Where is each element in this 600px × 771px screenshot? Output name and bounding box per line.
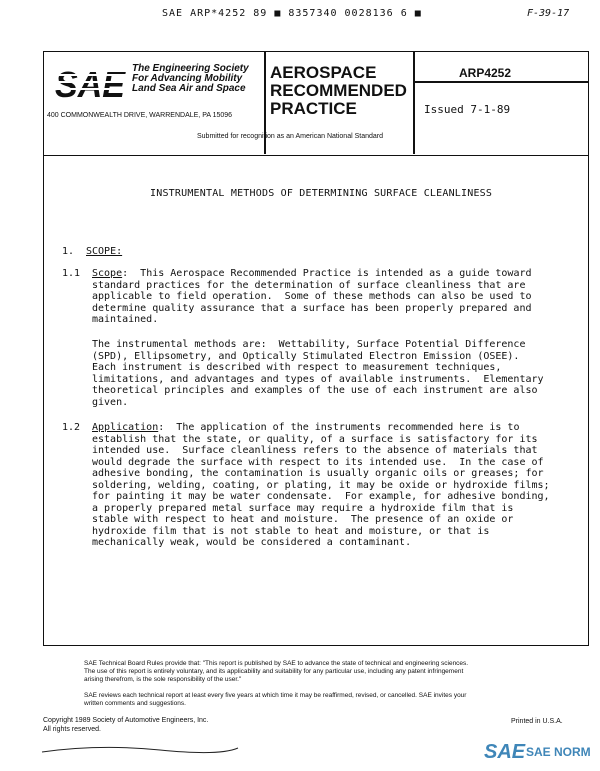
sae-tagline — [132, 64, 249, 94]
scope-paragraph: Scope: This Aerospace Recommended Practice is intended as a guide toward standard practices for the determination of surface cleanliness that are applicable to field operation. Some of these methods can also be used to determine quality assurance that a surface has been properly prepared and maintained. — [92, 268, 532, 325]
application-label: Application — [92, 422, 159, 433]
board-rules-note: SAE Technical Board Rules provide that: "This report is published by SAE to advance the state of technical and engineering sciences. The use of this report is entirely voluntary, and its applicability and suitability for any particular use, including any patent infringement arising therefrom, is the sole responsibility of the user." — [84, 660, 469, 683]
doc-type-line: PRACTICE — [270, 99, 357, 118]
printed-in: Printed in U.S.A. — [511, 718, 563, 725]
sae-address: 400 COMMONWEALTH DRIVE, WARRENDALE, PA 15096 — [47, 112, 233, 119]
scope-label: Scope — [92, 268, 123, 279]
doc-type-line: AEROSPACE — [270, 63, 377, 82]
header-divider — [413, 52, 415, 154]
review-note: SAE reviews each technical report at least every five years at which time it may be reaffirmed, revised, or cancelled. SAE invites your written comments and suggestions. — [84, 692, 467, 707]
application-paragraph: Application: The application of the instruments recommended here is to establish that the state, or quality, of a surface is satisfactory for its intended use. Surface cleanliness refers to the absence of materials that would degrade the surface with respect to its intended use. In the case of adhesive bonding, the contamination is usually organic oils or greases; for soldering, welding, coating, or plating, it may be oxide or hydroxide films; for painting it may be water condensate. For example, for adhesive bonding, a properly prepared metal surface may require a hydroxide film that is stable with respect to heat and moisture. The presence of an oxide or hydroxide film that is not stable to heat and moisture, or that is mechanically weak, would be considered a contaminant. — [92, 422, 550, 548]
tagline-line: For Advancing Mobility — [132, 73, 243, 84]
issue-date: Issued 7-1-89 — [424, 103, 511, 116]
sae-norm-watermark — [482, 738, 594, 768]
handwritten-note: F-39-17 — [527, 8, 570, 19]
methods-paragraph: The instrumental methods are: Wettability, Surface Potential Difference (SPD), Ellipsometry, and Optically Stimulated Electron Emission (OSEE). Each instrument is described with respect to measurement techniques, limitations, and advantages and types of available instruments. Elementary theoretical principles and examples of the use of each instrument are also given. — [92, 339, 544, 408]
doc-type-line: RECOMMENDED — [270, 81, 407, 100]
watermark-logo: SAE — [484, 741, 526, 763]
document-title: INSTRUMENTAL METHODS OF DETERMINING SURFACE CLEANLINESS — [150, 188, 493, 199]
header-divider — [413, 81, 588, 83]
watermark-text: SAE NORM — [526, 745, 591, 759]
section-heading: SCOPE: — [86, 246, 123, 257]
document-type — [270, 64, 407, 118]
section-number: 1. — [62, 246, 75, 257]
document-number: ARP4252 — [459, 66, 512, 80]
tagline-line: Land Sea Air and Space — [132, 83, 246, 94]
tagline-line: The Engineering Society — [132, 63, 249, 74]
copyright: Copyright 1989 Society of Automotive Engineers, Inc. All rights reserved. — [43, 717, 209, 733]
submitted-note: Submitted for recognition as an American National Standard — [197, 133, 383, 140]
subsection-number: 1.1 — [62, 268, 81, 279]
subsection-number: 1.2 — [62, 422, 81, 433]
scan-mark — [40, 742, 240, 756]
sae-logo — [53, 64, 128, 102]
document-code-line: SAE ARP*4252 89 ■ 8357340 0028136 6 ■ — [162, 8, 422, 19]
